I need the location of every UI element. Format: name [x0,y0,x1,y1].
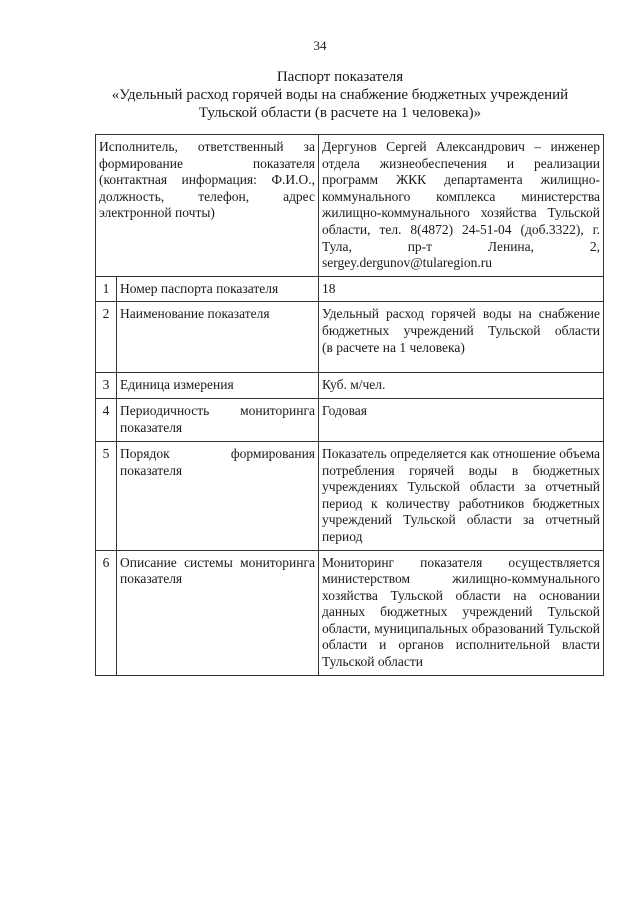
row-label: Порядок формирования показателя [117,441,319,550]
row-label: Описание системы мониторинга показателя [117,550,319,675]
row-value: Показатель определяется как отношение объема потребления горячей воды в бюджетных учреждениях Тульской области за отчетный период к количеству работников бюджетных учреждений Тульской области за отчетный период [319,441,604,550]
row-number: 4 [96,398,117,441]
table-row-responsible [96,135,604,277]
document-title [60,68,620,122]
page-number: 34 [313,38,327,53]
table-row [96,398,604,441]
table-row [96,550,604,675]
row-number: 3 [96,373,117,399]
table-row [96,276,604,302]
row-label: Номер паспорта показателя [117,276,319,302]
row-label: Периодичность мониторинга показателя [117,398,319,441]
row-value-extra: (в расчете на 1 человека) [322,339,465,355]
row-value [319,302,604,373]
title-line-3: Тульской области (в расчете на 1 человека)» [198,105,482,121]
responsible-value: Дергунов Сергей Александрович – инженер отдела жизнеобеспечения и реализации программ ЖКК департамента жилищно-коммунального комплекса министерства жилищно-коммунального хозяйства Тульской области, тел. 8(4872) 24-51-04 (доб.3322), г. Тула, пр-т Ленина, 2, sergey.dergunov@tularegion.ru [319,135,604,277]
row-value: Мониторинг показателя осуществляется министерством жилищно-коммунального хозяйства Тульской области на основании данных бюджетных учреждений Тульской области, муниципальных образований Тульской области и органов исполнительной власти Тульской области [319,550,604,675]
table-row [96,441,604,550]
table-row [96,302,604,373]
row-label: Наименование показателя [117,302,319,373]
row-number: 2 [96,302,117,373]
table-row [96,373,604,399]
title-line-1: Паспорт показателя [276,69,404,85]
row-value-main: Удельный расход горячей воды на снабжение бюджетных учреждений Тульской области [322,306,601,338]
row-number: 1 [96,276,117,302]
row-value: Куб. м/чел. [319,373,604,399]
row-number: 6 [96,550,117,675]
title-line-2: «Удельный расход горячей воды на снабжение бюджетных учреждений [111,87,569,103]
row-value: 18 [319,276,604,302]
row-number: 5 [96,441,117,550]
responsible-label: Исполнитель, ответственный за формирование показателя (контактная информация: Ф.И.О., должность, телефон, адрес электронной почты) [96,135,319,277]
row-value: Годовая [319,398,604,441]
row-label: Единица измерения [117,373,319,399]
passport-table [95,134,604,676]
